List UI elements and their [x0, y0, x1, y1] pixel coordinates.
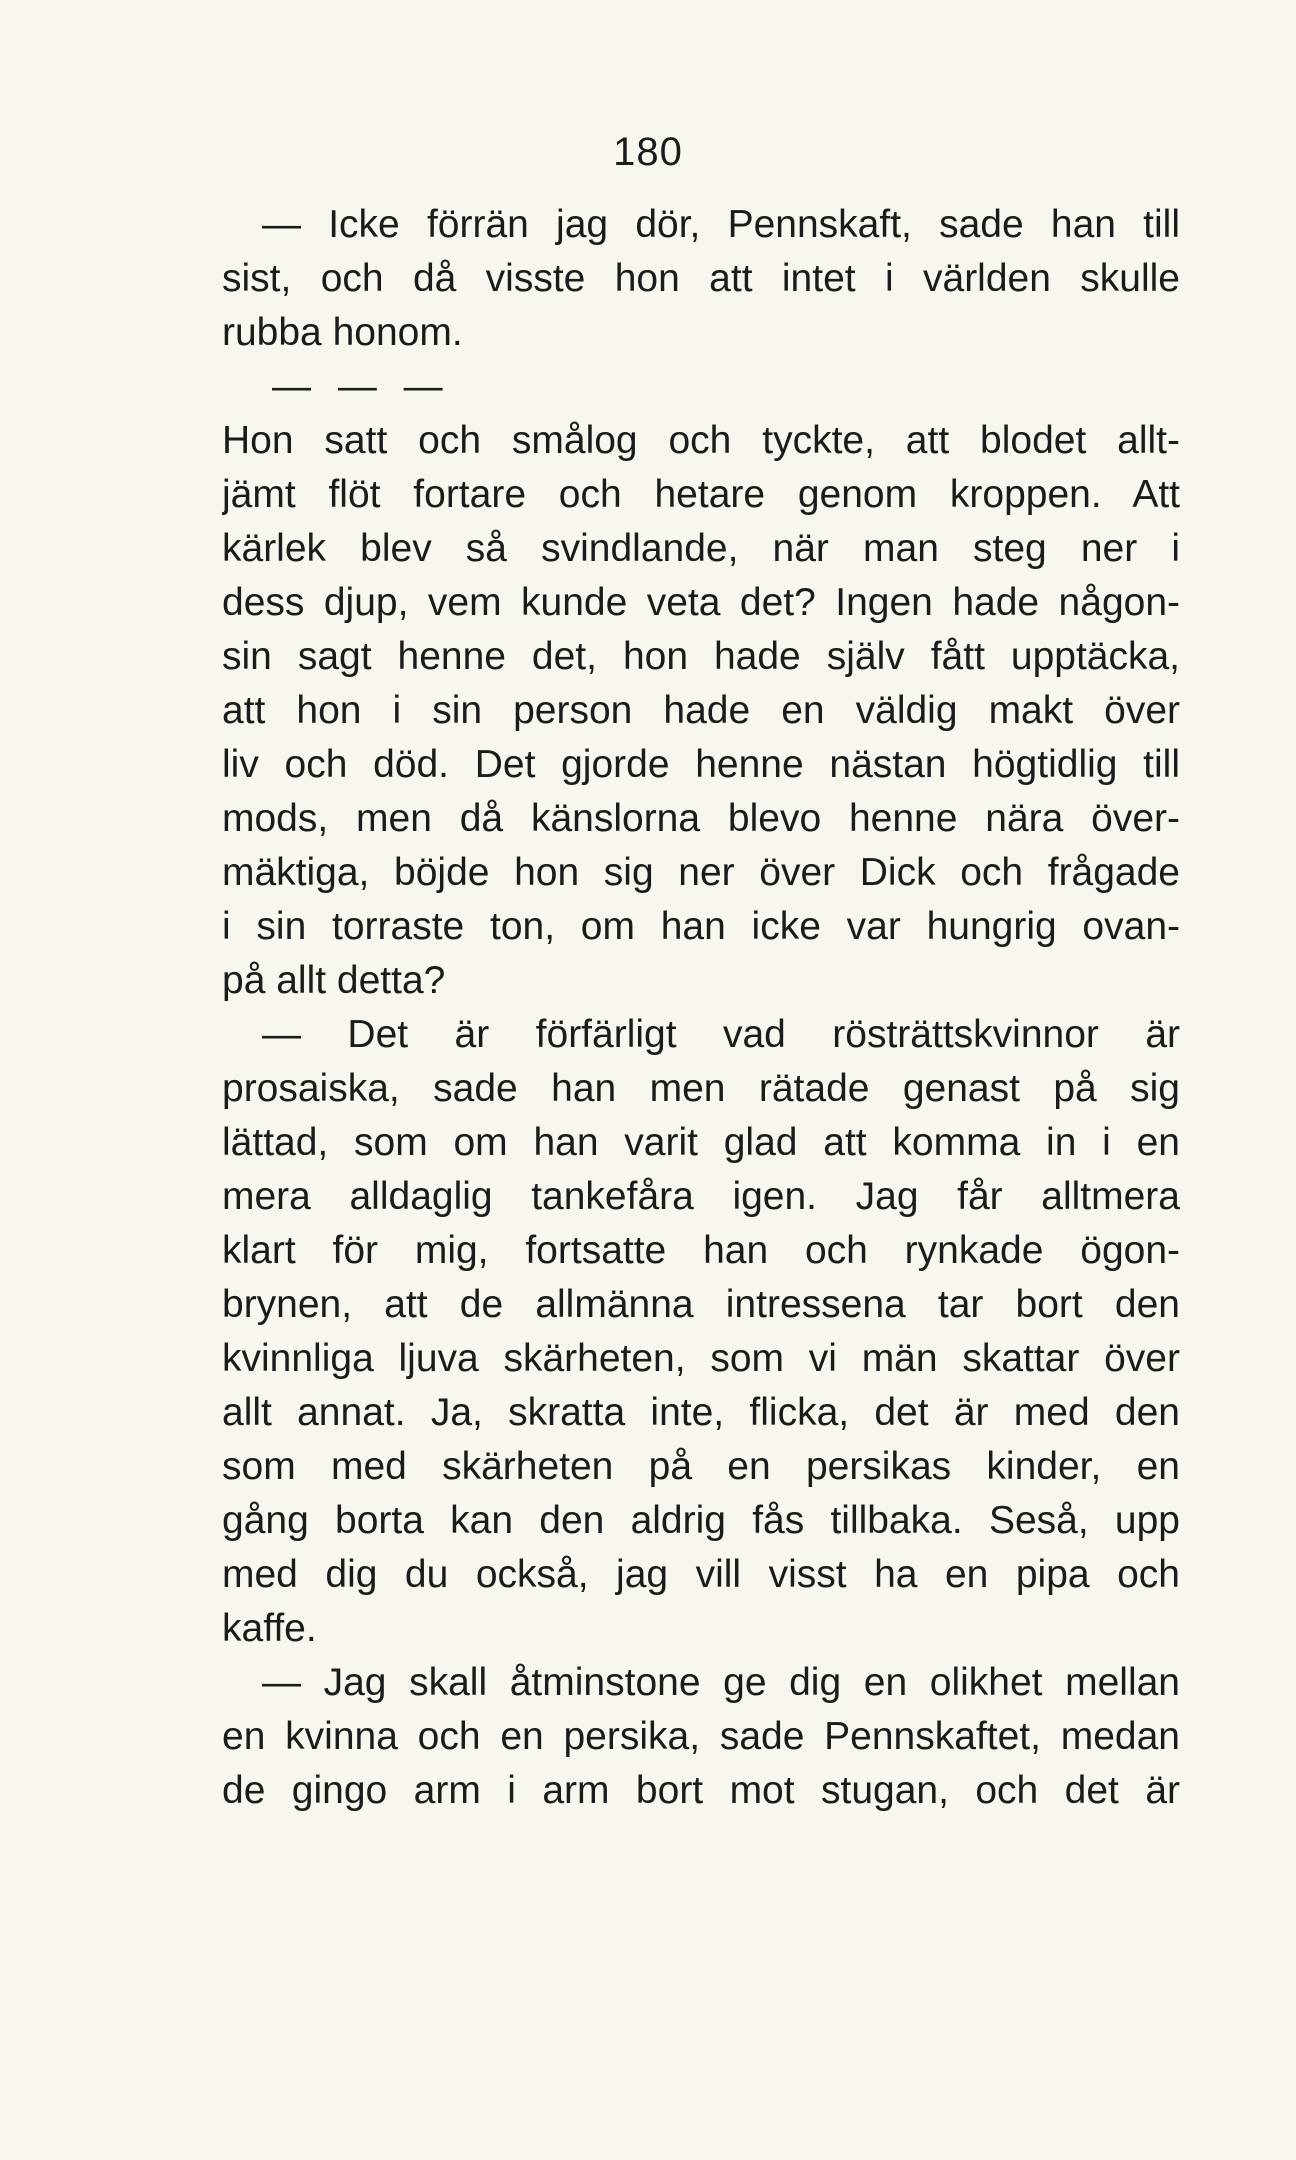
section-break: — — — [272, 365, 451, 408]
text-line: Hon satt och smålog och tyckte, att blodet allt- [222, 419, 1180, 462]
text-line: mods, men då känslorna blevo henne nära över- [222, 797, 1180, 840]
text-line: mäktiga, böjde hon sig ner över Dick och frågade [222, 851, 1180, 894]
text-line: prosaiska, sade han men rätade genast på sig [222, 1067, 1180, 1110]
text-line: gång borta kan den aldrig fås tillbaka. Seså, upp [222, 1499, 1180, 1542]
text-line: klart för mig, fortsatte han och rynkade ögon- [222, 1229, 1180, 1272]
page-number: 180 [613, 130, 683, 174]
body-text [222, 198, 1180, 1818]
text-line: i sin torraste ton, om han icke var hungrig ovan- [222, 905, 1180, 948]
text-line: en kvinna och en persika, sade Pennskaftet, medan [222, 1715, 1180, 1758]
text-line: de gingo arm i arm bort mot stugan, och det är [222, 1769, 1180, 1812]
text-line: med dig du också, jag vill visst ha en pipa och [222, 1553, 1180, 1596]
text-line: allt annat. Ja, skratta inte, flicka, det är med den [222, 1391, 1180, 1434]
text-line: brynen, att de allmänna intressena tar bort den [222, 1283, 1180, 1326]
text-line: kärlek blev så svindlande, när man steg ner i [222, 527, 1180, 570]
text-line: mera alldaglig tankefåra igen. Jag får alltmera [222, 1175, 1180, 1218]
text-line: kvinnliga ljuva skärheten, som vi män skattar över [222, 1337, 1180, 1380]
text-line: lättad, som om han varit glad att komma in i en [222, 1121, 1180, 1164]
text-line: kaffe. [222, 1607, 317, 1650]
text-line: liv och död. Det gjorde henne nästan högtidlig till [222, 743, 1180, 786]
text-line: sist, och då visste hon att intet i världen skulle [222, 257, 1180, 300]
text-line: sin sagt henne det, hon hade själv fått upptäcka, [222, 635, 1180, 678]
text-line: på allt detta? [222, 959, 446, 1002]
text-line: som med skärheten på en persikas kinder, en [222, 1445, 1180, 1488]
text-line: att hon i sin person hade en väldig makt över [222, 689, 1180, 732]
text-line: jämt flöt fortare och hetare genom kroppen. Att [222, 473, 1180, 516]
text-line: — Det är förfärligt vad rösträttskvinnor är [262, 1013, 1180, 1056]
text-line: rubba honom. [222, 311, 463, 354]
text-line: — Icke förrän jag dör, Pennskaft, sade han till [262, 203, 1180, 246]
text-line: dess djup, vem kunde veta det? Ingen hade någon- [222, 581, 1180, 624]
text-line: — Jag skall åtminstone ge dig en olikhet mellan [262, 1661, 1180, 1704]
